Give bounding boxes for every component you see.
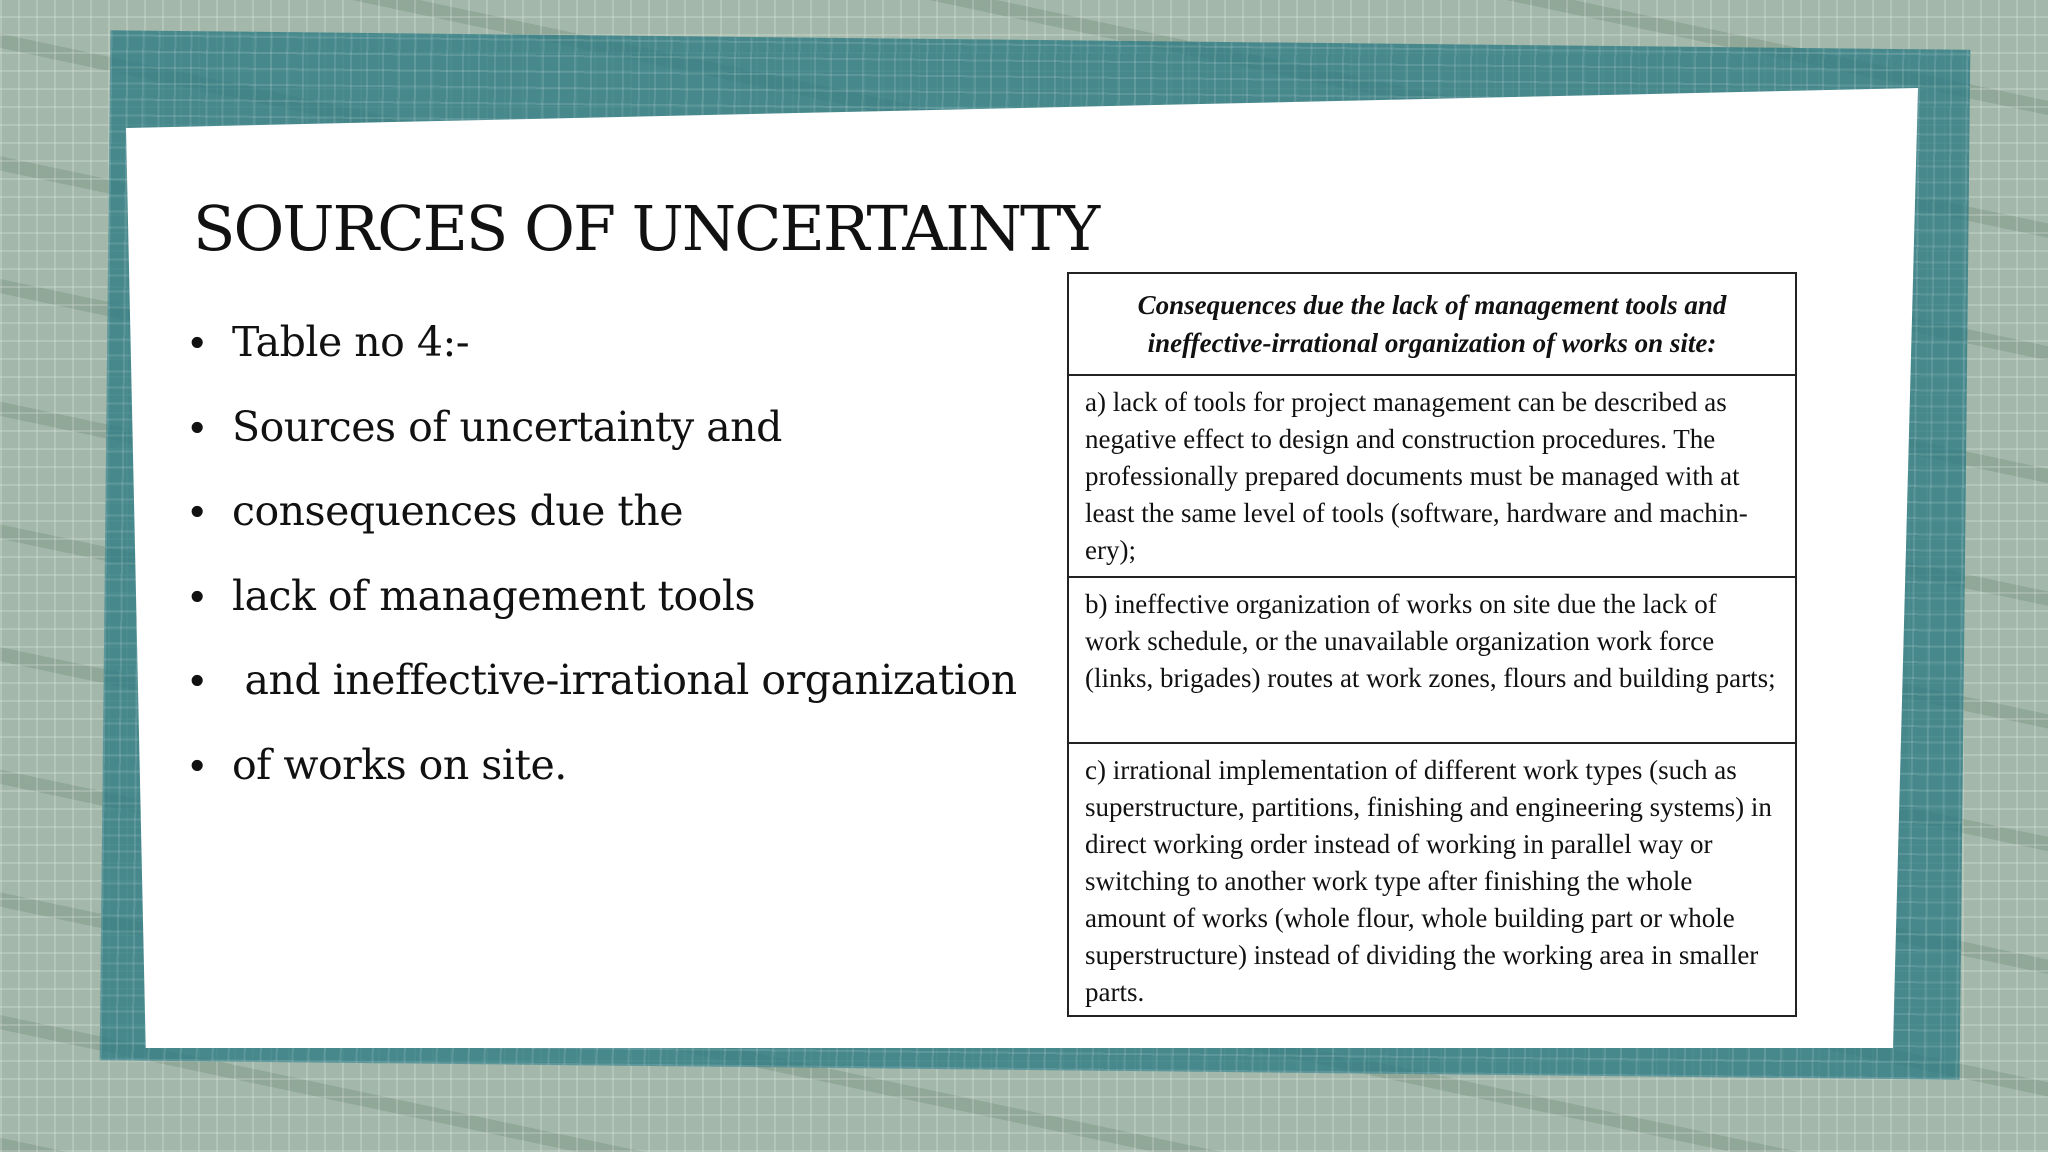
bullet-text: and ineffective-irrational organization xyxy=(232,656,1017,704)
bullet-item xyxy=(190,723,1017,808)
bullet-dot: • xyxy=(190,319,204,365)
bullet-item xyxy=(190,554,1017,639)
bullet-dot: • xyxy=(190,572,204,619)
table-header: Consequences due the lack of management tools and ineffective-irrational organization of works on site: xyxy=(1069,274,1795,376)
bullet-text: Sources of uncertainty and xyxy=(232,402,782,451)
table-row: c) irrational implementation of different work types (such as superstructure, partitions, finishing and engineering systems) in direct working order instead of working in parallel way or switching to another work type after finishing the whole amount of works (whole flour, whole building part or whole superstructure) instead of dividing the working area in smaller parts. xyxy=(1085,755,1772,1007)
table-row: b) ineffective organization of works on site due the lack of work schedule, or the unavailable organization work force (links, brigades) routes at work zones, flours and building parts; xyxy=(1069,578,1795,744)
bullet-text: lack of management tools xyxy=(232,571,756,620)
bullet-item xyxy=(190,469,1017,554)
bullet-item xyxy=(190,300,1017,385)
bullet-dot: • xyxy=(190,488,204,534)
slide-title: SOURCES OF UNCERTAINTY xyxy=(193,192,1099,265)
bullet-text: of works on site. xyxy=(232,740,567,789)
bullet-item xyxy=(190,638,1017,723)
bullet-text: consequences due the xyxy=(232,487,684,535)
table-row: a) lack of tools for project management can be described as negative effect to design and construction procedures. The professionally prepared documents must be managed with at least the same level of tools (software, hardware and machin-ery); xyxy=(1069,376,1795,578)
bullet-list xyxy=(190,300,1017,807)
bullet-text: Table no 4:- xyxy=(232,318,470,366)
bullet-dot: • xyxy=(190,657,204,703)
bullet-dot: • xyxy=(190,741,204,788)
consequences-table xyxy=(1067,272,1797,1017)
bullet-dot: • xyxy=(190,403,204,450)
bullet-item xyxy=(190,385,1017,470)
